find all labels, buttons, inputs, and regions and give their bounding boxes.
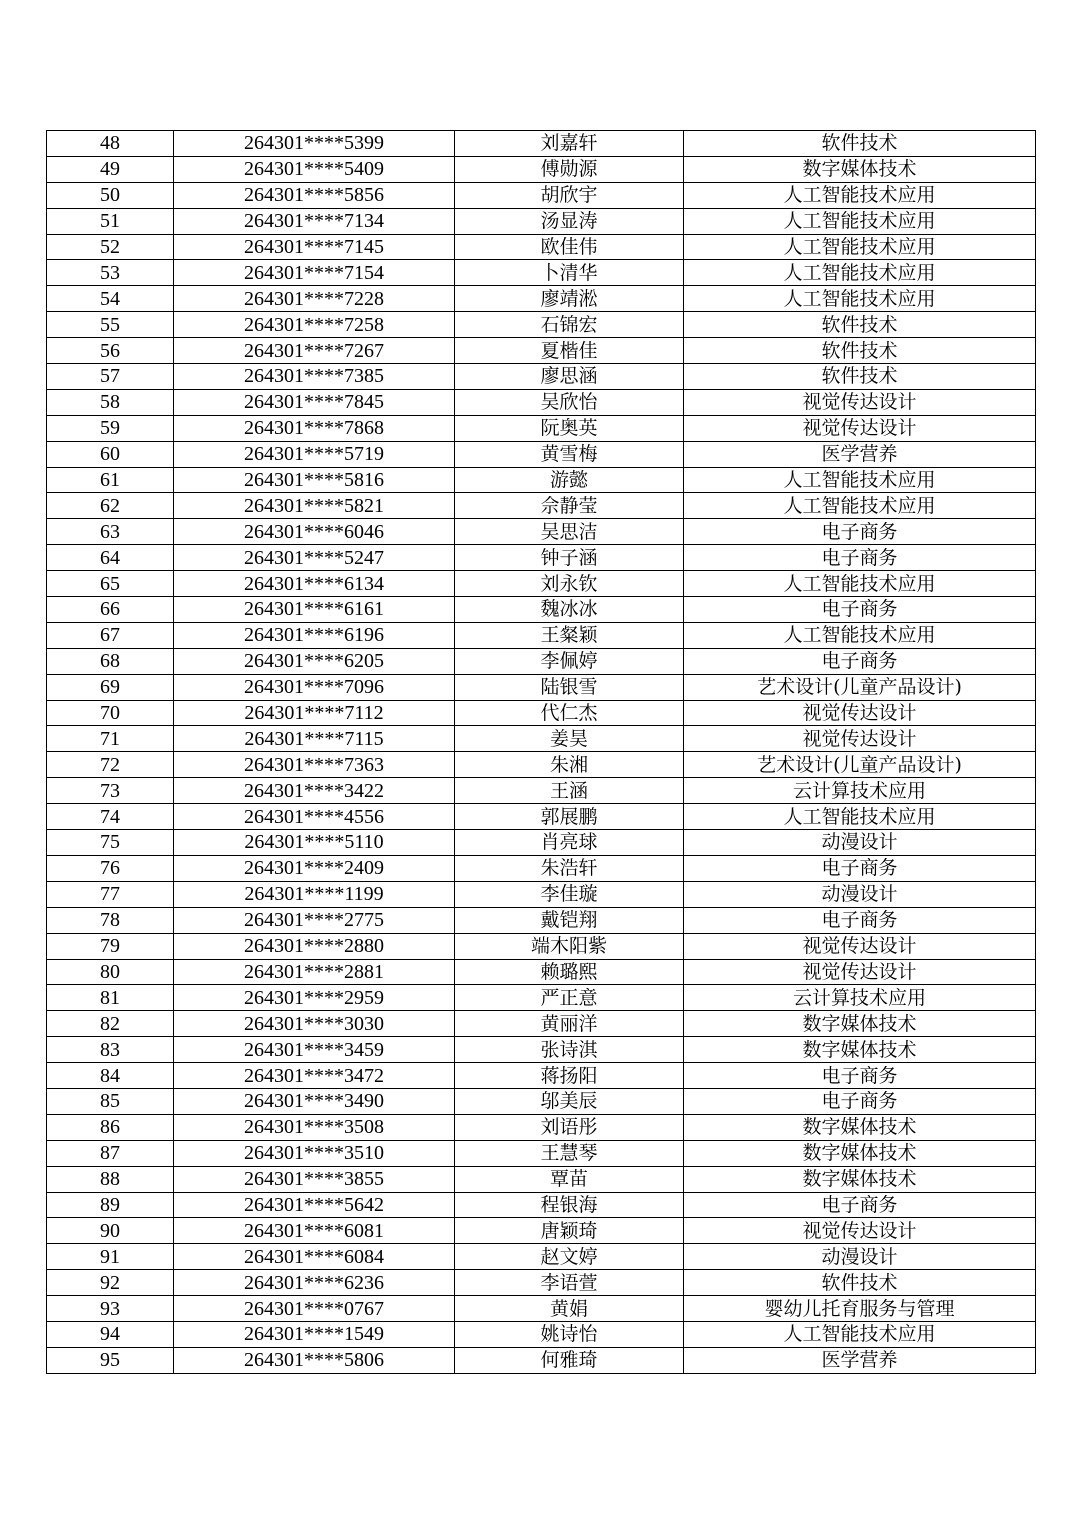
major-cell: 数字媒体技术 bbox=[684, 1166, 1036, 1192]
table-row bbox=[47, 1192, 1036, 1218]
student-name-cell: 黄丽洋 bbox=[455, 1011, 684, 1037]
id-number-cell: 264301****7134 bbox=[174, 208, 455, 234]
student-name-cell: 石锦宏 bbox=[455, 312, 684, 338]
major-cell: 数字媒体技术 bbox=[684, 1114, 1036, 1140]
id-number-cell: 264301****7363 bbox=[174, 752, 455, 778]
student-name-cell: 唐颖琦 bbox=[455, 1218, 684, 1244]
table-row bbox=[47, 1166, 1036, 1192]
id-number-cell: 264301****3422 bbox=[174, 778, 455, 804]
major-cell: 人工智能技术应用 bbox=[684, 182, 1036, 208]
table-row bbox=[47, 752, 1036, 778]
id-number-cell: 264301****4556 bbox=[174, 804, 455, 830]
major-cell: 软件技术 bbox=[684, 131, 1036, 157]
table-row bbox=[47, 467, 1036, 493]
row-number-cell: 67 bbox=[47, 622, 174, 648]
major-cell: 电子商务 bbox=[684, 519, 1036, 545]
major-cell: 数字媒体技术 bbox=[684, 1037, 1036, 1063]
row-number-cell: 91 bbox=[47, 1244, 174, 1270]
major-cell: 医学营养 bbox=[684, 441, 1036, 467]
row-number-cell: 51 bbox=[47, 208, 174, 234]
table-row bbox=[47, 778, 1036, 804]
student-name-cell: 陆银雪 bbox=[455, 674, 684, 700]
table-body bbox=[47, 131, 1036, 1374]
major-cell: 电子商务 bbox=[684, 907, 1036, 933]
row-number-cell: 50 bbox=[47, 182, 174, 208]
major-cell: 人工智能技术应用 bbox=[684, 260, 1036, 286]
student-name-cell: 汤显涛 bbox=[455, 208, 684, 234]
student-name-cell: 王涵 bbox=[455, 778, 684, 804]
major-cell: 软件技术 bbox=[684, 1270, 1036, 1296]
id-number-cell: 264301****7112 bbox=[174, 700, 455, 726]
student-name-cell: 刘语彤 bbox=[455, 1114, 684, 1140]
student-name-cell: 吴欣怡 bbox=[455, 389, 684, 415]
row-number-cell: 60 bbox=[47, 441, 174, 467]
major-cell: 云计算技术应用 bbox=[684, 778, 1036, 804]
row-number-cell: 92 bbox=[47, 1270, 174, 1296]
major-cell: 人工智能技术应用 bbox=[684, 1321, 1036, 1347]
major-cell: 视觉传达设计 bbox=[684, 415, 1036, 441]
student-name-cell: 王慧琴 bbox=[455, 1140, 684, 1166]
student-name-cell: 程银海 bbox=[455, 1192, 684, 1218]
major-cell: 数字媒体技术 bbox=[684, 156, 1036, 182]
id-number-cell: 264301****2881 bbox=[174, 959, 455, 985]
student-name-cell: 刘永钦 bbox=[455, 571, 684, 597]
row-number-cell: 63 bbox=[47, 519, 174, 545]
student-name-cell: 何雅琦 bbox=[455, 1347, 684, 1373]
row-number-cell: 78 bbox=[47, 907, 174, 933]
id-number-cell: 264301****1199 bbox=[174, 881, 455, 907]
id-number-cell: 264301****3459 bbox=[174, 1037, 455, 1063]
id-number-cell: 264301****5642 bbox=[174, 1192, 455, 1218]
table-row bbox=[47, 156, 1036, 182]
id-number-cell: 264301****6084 bbox=[174, 1244, 455, 1270]
row-number-cell: 53 bbox=[47, 260, 174, 286]
table-row bbox=[47, 648, 1036, 674]
id-number-cell: 264301****3510 bbox=[174, 1140, 455, 1166]
student-name-cell: 端木阳紫 bbox=[455, 933, 684, 959]
id-number-cell: 264301****7258 bbox=[174, 312, 455, 338]
row-number-cell: 65 bbox=[47, 571, 174, 597]
table-row bbox=[47, 674, 1036, 700]
major-cell: 电子商务 bbox=[684, 597, 1036, 623]
student-name-cell: 吴思洁 bbox=[455, 519, 684, 545]
id-number-cell: 264301****7154 bbox=[174, 260, 455, 286]
row-number-cell: 89 bbox=[47, 1192, 174, 1218]
student-name-cell: 赵文婷 bbox=[455, 1244, 684, 1270]
row-number-cell: 62 bbox=[47, 493, 174, 519]
row-number-cell: 49 bbox=[47, 156, 174, 182]
student-name-cell: 覃苗 bbox=[455, 1166, 684, 1192]
table-row bbox=[47, 830, 1036, 856]
student-name-cell: 黄娟 bbox=[455, 1296, 684, 1322]
row-number-cell: 76 bbox=[47, 855, 174, 881]
row-number-cell: 61 bbox=[47, 467, 174, 493]
row-number-cell: 90 bbox=[47, 1218, 174, 1244]
id-number-cell: 264301****7145 bbox=[174, 234, 455, 260]
student-name-cell: 李语萱 bbox=[455, 1270, 684, 1296]
id-number-cell: 264301****7115 bbox=[174, 726, 455, 752]
table-row bbox=[47, 959, 1036, 985]
major-cell: 软件技术 bbox=[684, 338, 1036, 364]
table-row bbox=[47, 700, 1036, 726]
major-cell: 人工智能技术应用 bbox=[684, 804, 1036, 830]
major-cell: 视觉传达设计 bbox=[684, 1218, 1036, 1244]
student-name-cell: 朱浩轩 bbox=[455, 855, 684, 881]
table-row bbox=[47, 1296, 1036, 1322]
table-row bbox=[47, 1011, 1036, 1037]
table-row bbox=[47, 804, 1036, 830]
id-number-cell: 264301****7385 bbox=[174, 364, 455, 390]
table-row bbox=[47, 208, 1036, 234]
student-name-cell: 夏楷佳 bbox=[455, 338, 684, 364]
table-row bbox=[47, 234, 1036, 260]
id-number-cell: 264301****3030 bbox=[174, 1011, 455, 1037]
row-number-cell: 72 bbox=[47, 752, 174, 778]
student-name-cell: 李佳璇 bbox=[455, 881, 684, 907]
row-number-cell: 70 bbox=[47, 700, 174, 726]
table-row bbox=[47, 364, 1036, 390]
student-name-cell: 戴铠翔 bbox=[455, 907, 684, 933]
major-cell: 人工智能技术应用 bbox=[684, 286, 1036, 312]
row-number-cell: 71 bbox=[47, 726, 174, 752]
id-number-cell: 264301****6205 bbox=[174, 648, 455, 674]
table-row bbox=[47, 726, 1036, 752]
id-number-cell: 264301****3508 bbox=[174, 1114, 455, 1140]
id-number-cell: 264301****5816 bbox=[174, 467, 455, 493]
id-number-cell: 264301****2959 bbox=[174, 985, 455, 1011]
row-number-cell: 48 bbox=[47, 131, 174, 157]
student-name-cell: 刘嘉轩 bbox=[455, 131, 684, 157]
row-number-cell: 94 bbox=[47, 1321, 174, 1347]
major-cell: 动漫设计 bbox=[684, 830, 1036, 856]
student-name-cell: 代仁杰 bbox=[455, 700, 684, 726]
major-cell: 人工智能技术应用 bbox=[684, 571, 1036, 597]
student-name-cell: 廖思涵 bbox=[455, 364, 684, 390]
row-number-cell: 95 bbox=[47, 1347, 174, 1373]
table-row bbox=[47, 622, 1036, 648]
row-number-cell: 54 bbox=[47, 286, 174, 312]
table-row bbox=[47, 545, 1036, 571]
table-row bbox=[47, 389, 1036, 415]
table-row bbox=[47, 985, 1036, 1011]
id-number-cell: 264301****3490 bbox=[174, 1088, 455, 1114]
row-number-cell: 87 bbox=[47, 1140, 174, 1166]
table-row bbox=[47, 571, 1036, 597]
row-number-cell: 74 bbox=[47, 804, 174, 830]
id-number-cell: 264301****5399 bbox=[174, 131, 455, 157]
major-cell: 人工智能技术应用 bbox=[684, 622, 1036, 648]
row-number-cell: 56 bbox=[47, 338, 174, 364]
student-name-cell: 王粲颖 bbox=[455, 622, 684, 648]
id-number-cell: 264301****5806 bbox=[174, 1347, 455, 1373]
table-row bbox=[47, 312, 1036, 338]
major-cell: 人工智能技术应用 bbox=[684, 467, 1036, 493]
major-cell: 医学营养 bbox=[684, 1347, 1036, 1373]
major-cell: 数字媒体技术 bbox=[684, 1140, 1036, 1166]
id-number-cell: 264301****6161 bbox=[174, 597, 455, 623]
table-row bbox=[47, 881, 1036, 907]
student-name-cell: 魏冰冰 bbox=[455, 597, 684, 623]
student-name-cell: 李佩婷 bbox=[455, 648, 684, 674]
student-name-cell: 赖璐熙 bbox=[455, 959, 684, 985]
row-number-cell: 69 bbox=[47, 674, 174, 700]
id-number-cell: 264301****5247 bbox=[174, 545, 455, 571]
major-cell: 动漫设计 bbox=[684, 1244, 1036, 1270]
major-cell: 视觉传达设计 bbox=[684, 726, 1036, 752]
student-name-cell: 傅勋源 bbox=[455, 156, 684, 182]
table-row bbox=[47, 519, 1036, 545]
id-number-cell: 264301****7868 bbox=[174, 415, 455, 441]
major-cell: 人工智能技术应用 bbox=[684, 208, 1036, 234]
row-number-cell: 68 bbox=[47, 648, 174, 674]
row-number-cell: 86 bbox=[47, 1114, 174, 1140]
student-name-cell: 胡欣宇 bbox=[455, 182, 684, 208]
student-name-cell: 钟子涵 bbox=[455, 545, 684, 571]
student-name-cell: 姚诗怡 bbox=[455, 1321, 684, 1347]
row-number-cell: 64 bbox=[47, 545, 174, 571]
major-cell: 视觉传达设计 bbox=[684, 389, 1036, 415]
major-cell: 数字媒体技术 bbox=[684, 1011, 1036, 1037]
student-name-cell: 阮奥英 bbox=[455, 415, 684, 441]
table-row bbox=[47, 260, 1036, 286]
table-row bbox=[47, 441, 1036, 467]
row-number-cell: 93 bbox=[47, 1296, 174, 1322]
id-number-cell: 264301****5821 bbox=[174, 493, 455, 519]
table-row bbox=[47, 415, 1036, 441]
row-number-cell: 84 bbox=[47, 1063, 174, 1089]
id-number-cell: 264301****6046 bbox=[174, 519, 455, 545]
row-number-cell: 88 bbox=[47, 1166, 174, 1192]
row-number-cell: 82 bbox=[47, 1011, 174, 1037]
table-row bbox=[47, 933, 1036, 959]
student-name-cell: 廖靖淞 bbox=[455, 286, 684, 312]
row-number-cell: 83 bbox=[47, 1037, 174, 1063]
major-cell: 云计算技术应用 bbox=[684, 985, 1036, 1011]
row-number-cell: 55 bbox=[47, 312, 174, 338]
table-row bbox=[47, 182, 1036, 208]
id-number-cell: 264301****2409 bbox=[174, 855, 455, 881]
row-number-cell: 80 bbox=[47, 959, 174, 985]
id-number-cell: 264301****7845 bbox=[174, 389, 455, 415]
major-cell: 人工智能技术应用 bbox=[684, 493, 1036, 519]
table-row bbox=[47, 855, 1036, 881]
student-name-cell: 蒋扬阳 bbox=[455, 1063, 684, 1089]
student-name-cell: 黄雪梅 bbox=[455, 441, 684, 467]
major-cell: 视觉传达设计 bbox=[684, 700, 1036, 726]
row-number-cell: 59 bbox=[47, 415, 174, 441]
student-name-cell: 严正意 bbox=[455, 985, 684, 1011]
table-row bbox=[47, 493, 1036, 519]
table-row bbox=[47, 1088, 1036, 1114]
id-number-cell: 264301****1549 bbox=[174, 1321, 455, 1347]
row-number-cell: 58 bbox=[47, 389, 174, 415]
student-name-cell: 佘静莹 bbox=[455, 493, 684, 519]
row-number-cell: 66 bbox=[47, 597, 174, 623]
table-row bbox=[47, 1063, 1036, 1089]
id-number-cell: 264301****6196 bbox=[174, 622, 455, 648]
student-name-cell: 张诗淇 bbox=[455, 1037, 684, 1063]
id-number-cell: 264301****2775 bbox=[174, 907, 455, 933]
table-row bbox=[47, 1347, 1036, 1373]
major-cell: 艺术设计(儿童产品设计) bbox=[684, 752, 1036, 778]
table-row bbox=[47, 907, 1036, 933]
major-cell: 婴幼儿托育服务与管理 bbox=[684, 1296, 1036, 1322]
id-number-cell: 264301****5409 bbox=[174, 156, 455, 182]
major-cell: 视觉传达设计 bbox=[684, 933, 1036, 959]
id-number-cell: 264301****7228 bbox=[174, 286, 455, 312]
student-list-table bbox=[46, 130, 1036, 1374]
table-row bbox=[47, 131, 1036, 157]
student-name-cell: 游懿 bbox=[455, 467, 684, 493]
major-cell: 人工智能技术应用 bbox=[684, 234, 1036, 260]
id-number-cell: 264301****0767 bbox=[174, 1296, 455, 1322]
id-number-cell: 264301****5110 bbox=[174, 830, 455, 856]
student-name-cell: 欧佳伟 bbox=[455, 234, 684, 260]
row-number-cell: 57 bbox=[47, 364, 174, 390]
major-cell: 动漫设计 bbox=[684, 881, 1036, 907]
row-number-cell: 79 bbox=[47, 933, 174, 959]
student-name-cell: 姜昊 bbox=[455, 726, 684, 752]
table-row bbox=[47, 1037, 1036, 1063]
id-number-cell: 264301****5856 bbox=[174, 182, 455, 208]
id-number-cell: 264301****6134 bbox=[174, 571, 455, 597]
table-row bbox=[47, 1244, 1036, 1270]
row-number-cell: 73 bbox=[47, 778, 174, 804]
row-number-cell: 81 bbox=[47, 985, 174, 1011]
major-cell: 电子商务 bbox=[684, 1063, 1036, 1089]
row-number-cell: 75 bbox=[47, 830, 174, 856]
table-row bbox=[47, 1140, 1036, 1166]
id-number-cell: 264301****6236 bbox=[174, 1270, 455, 1296]
id-number-cell: 264301****7096 bbox=[174, 674, 455, 700]
major-cell: 艺术设计(儿童产品设计) bbox=[684, 674, 1036, 700]
major-cell: 软件技术 bbox=[684, 312, 1036, 338]
id-number-cell: 264301****2880 bbox=[174, 933, 455, 959]
id-number-cell: 264301****3472 bbox=[174, 1063, 455, 1089]
student-name-cell: 朱湘 bbox=[455, 752, 684, 778]
id-number-cell: 264301****5719 bbox=[174, 441, 455, 467]
student-name-cell: 卜清华 bbox=[455, 260, 684, 286]
major-cell: 软件技术 bbox=[684, 364, 1036, 390]
table-row bbox=[47, 1270, 1036, 1296]
row-number-cell: 77 bbox=[47, 881, 174, 907]
id-number-cell: 264301****6081 bbox=[174, 1218, 455, 1244]
row-number-cell: 52 bbox=[47, 234, 174, 260]
table-row bbox=[47, 1114, 1036, 1140]
major-cell: 电子商务 bbox=[684, 545, 1036, 571]
row-number-cell: 85 bbox=[47, 1088, 174, 1114]
student-name-cell: 肖亮球 bbox=[455, 830, 684, 856]
id-number-cell: 264301****3855 bbox=[174, 1166, 455, 1192]
id-number-cell: 264301****7267 bbox=[174, 338, 455, 364]
table-row bbox=[47, 597, 1036, 623]
table-row bbox=[47, 1321, 1036, 1347]
major-cell: 电子商务 bbox=[684, 648, 1036, 674]
major-cell: 视觉传达设计 bbox=[684, 959, 1036, 985]
major-cell: 电子商务 bbox=[684, 855, 1036, 881]
student-name-cell: 郭展鹏 bbox=[455, 804, 684, 830]
major-cell: 电子商务 bbox=[684, 1192, 1036, 1218]
major-cell: 电子商务 bbox=[684, 1088, 1036, 1114]
student-name-cell: 邬美辰 bbox=[455, 1088, 684, 1114]
table-row bbox=[47, 1218, 1036, 1244]
table-row bbox=[47, 338, 1036, 364]
table-row bbox=[47, 286, 1036, 312]
